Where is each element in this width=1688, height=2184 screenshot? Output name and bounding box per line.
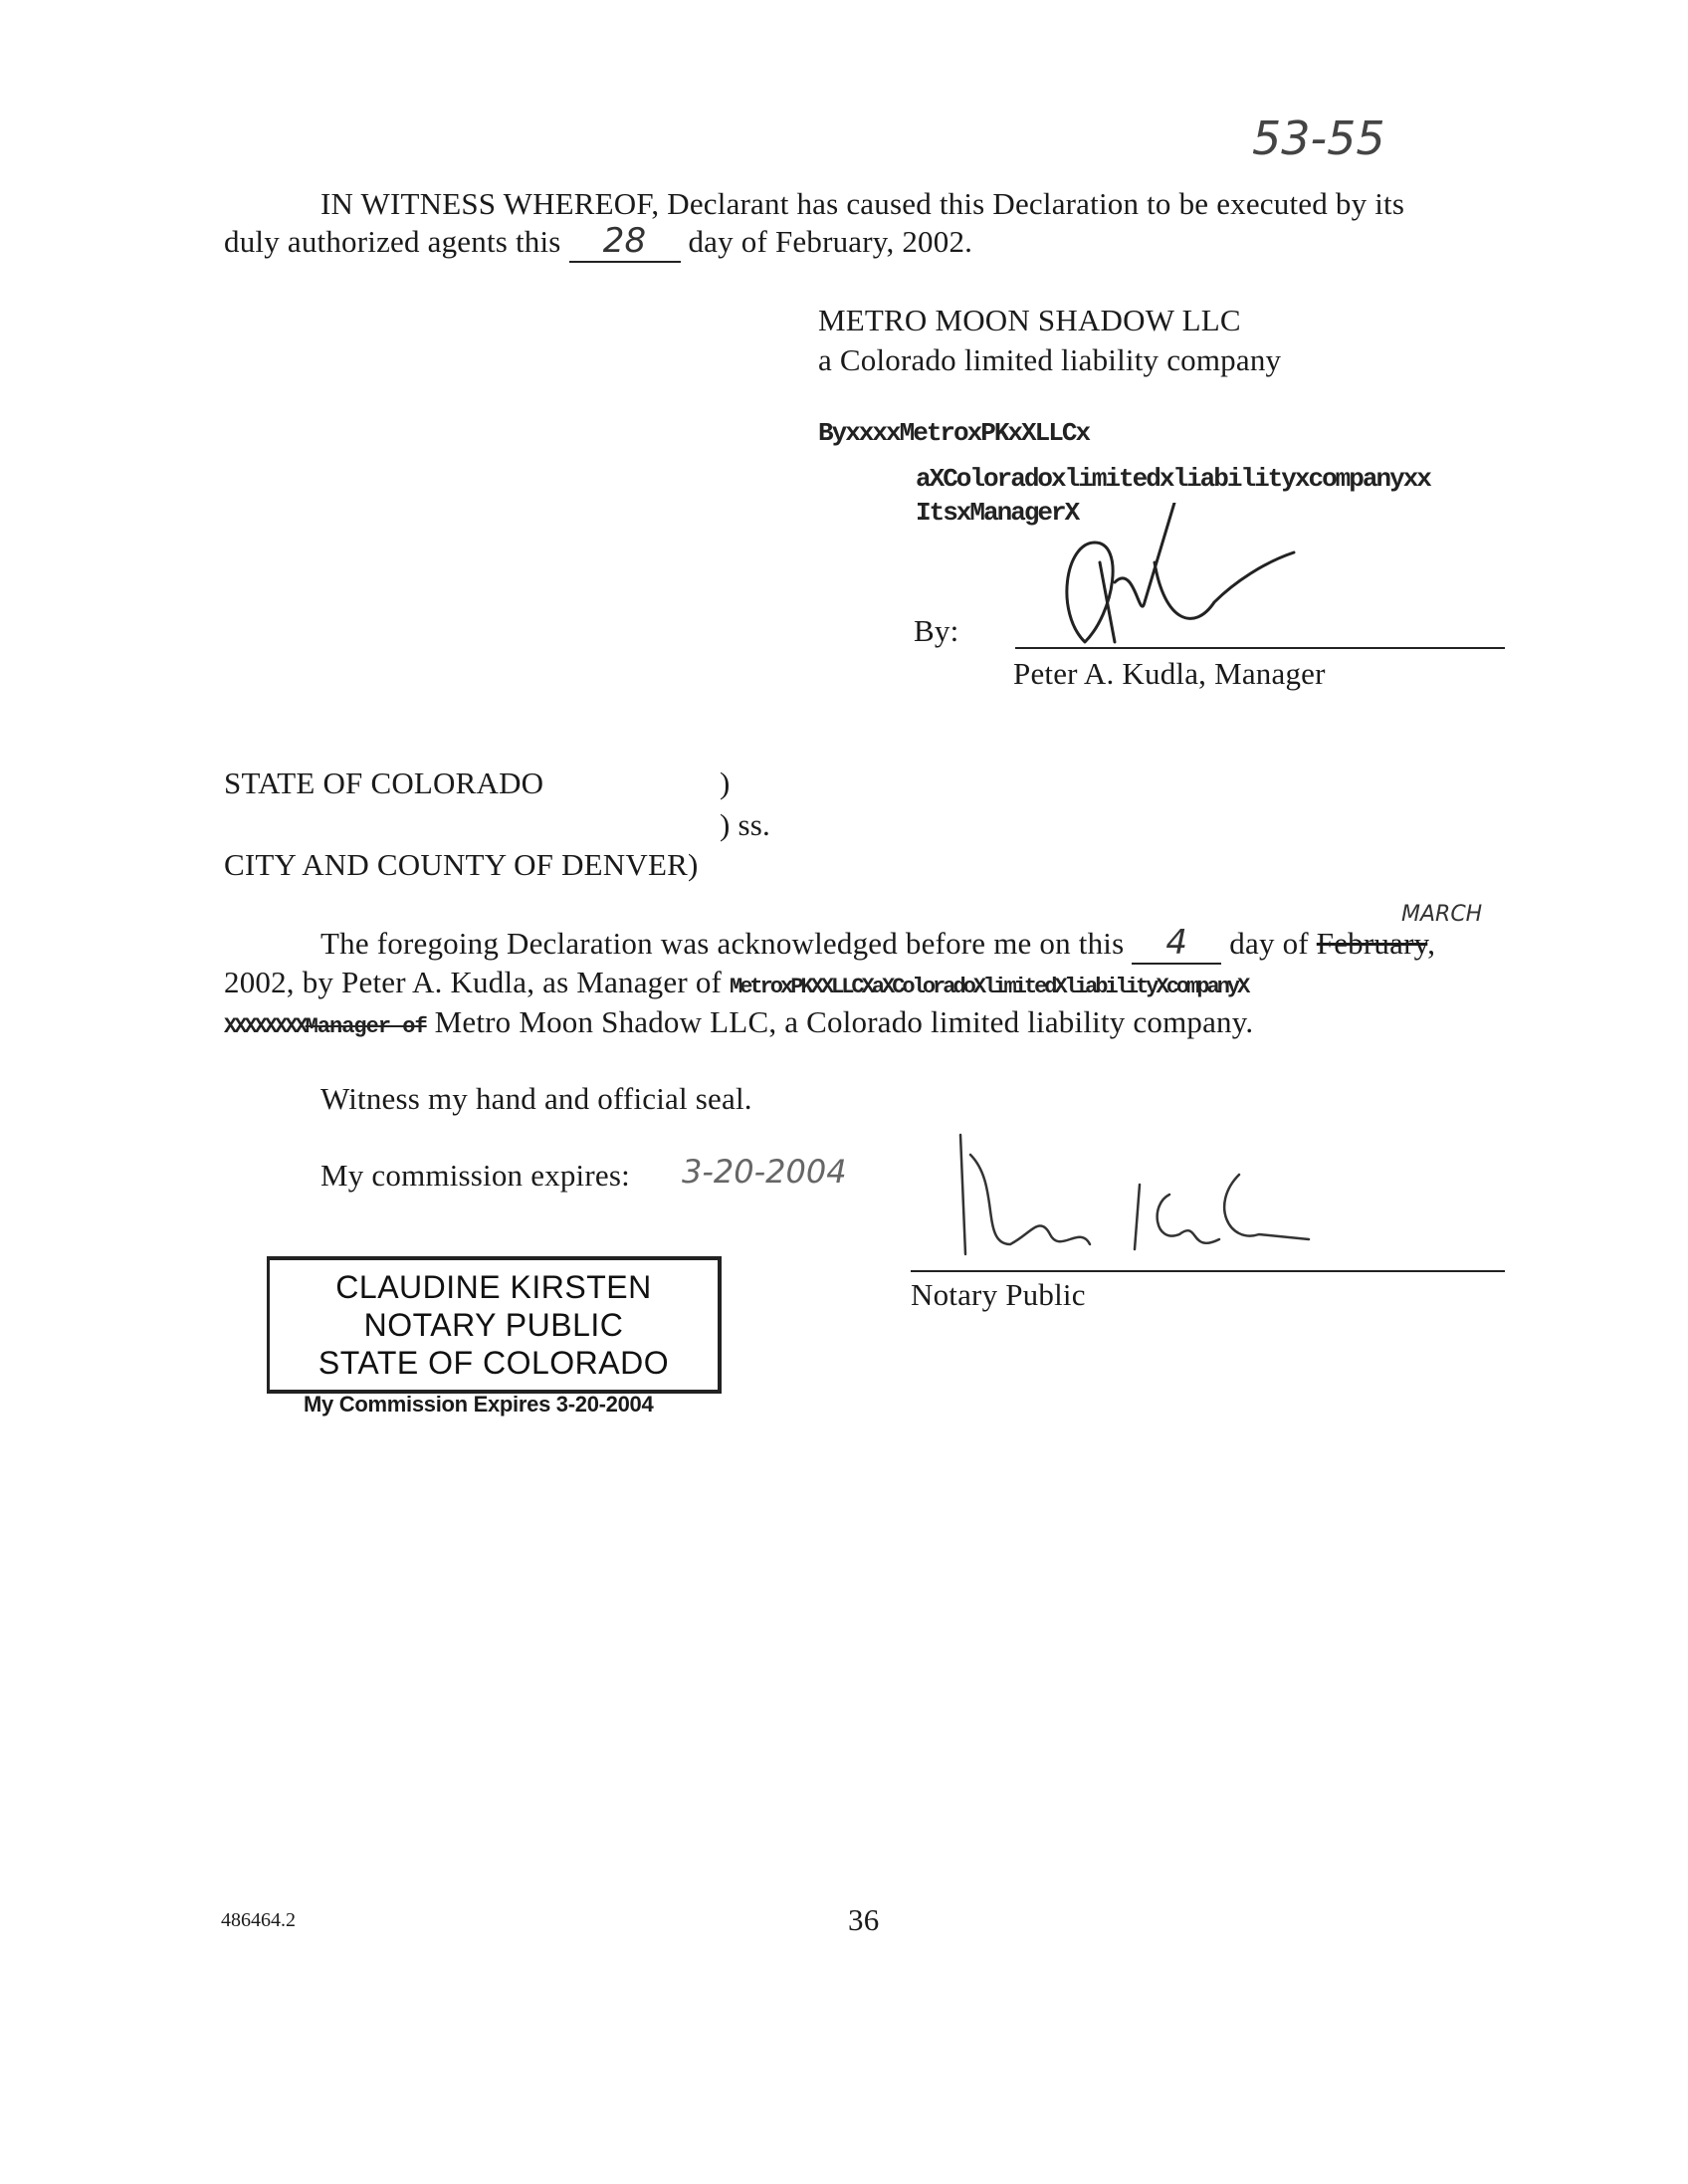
notary-signature-line — [911, 1270, 1505, 1272]
ack-line3-struck-suffix: Manager of — [305, 1014, 427, 1039]
ack-line2-before: 2002, by Peter A. Kudla, as Manager of — [224, 965, 723, 999]
notary-signature — [941, 1125, 1319, 1264]
notary-stamp — [267, 1256, 722, 1394]
witness-day-handwritten: 28 — [602, 221, 647, 261]
struck-line-3: ItsxManagerX — [916, 498, 1079, 528]
ack-line1-before: The foregoing Declaration was acknowledged before me on this — [320, 926, 1125, 961]
document-id: 486464.2 — [221, 1909, 296, 1931]
ack-line3 — [224, 1003, 1253, 1046]
ack-line3-struck: XXXXXXXX — [224, 1014, 306, 1039]
ack-line1: The foregoing Declaration was acknowledged before me on this 4 day of February, — [320, 923, 1436, 963]
ack-line1-mid: day of — [1229, 926, 1309, 961]
stamp-line-1: CLAUDINE KIRSTEN — [335, 1269, 652, 1305]
ack-line3-after: Metro Moon Shadow LLC, a Colorado limited liability company. — [434, 1004, 1254, 1039]
struck-line-2: aXColoradoxlimitedxliabilityxcompanyxx — [916, 464, 1430, 494]
by-label: By: — [914, 613, 959, 648]
venue-paren: ) — [720, 765, 731, 800]
manager-signature — [1045, 503, 1304, 662]
stamp-line-2: NOTARY PUBLIC — [363, 1307, 624, 1343]
manager-signature-line — [1015, 647, 1505, 649]
commission-handwritten: 3-20-2004 — [682, 1153, 847, 1191]
venue-county: CITY AND COUNTY OF DENVER) — [224, 847, 699, 882]
ack-month-handwritten: MARCH — [1401, 902, 1483, 927]
venue-state: STATE OF COLORADO — [224, 765, 544, 800]
notary-caption: Notary Public — [911, 1277, 1086, 1312]
stamp-expires: My Commission Expires 3-20-2004 — [304, 1392, 654, 1417]
witness-day-blank — [569, 222, 681, 263]
signer-caption: Peter A. Kudla, Manager — [1013, 656, 1326, 691]
struck-line-1: ByxxxxMetroxPKxXLLCx — [818, 418, 1090, 448]
witness-paragraph-line2 — [224, 222, 972, 263]
ack-line2-struck: MetroxPKXXLLCXaXColoradoXlimitedXliabilityXcompanyX — [730, 975, 1248, 999]
ack-month-struck: February — [1316, 926, 1428, 961]
ack-day-blank — [1132, 924, 1221, 965]
witness-line2-after: day of February, 2002. — [688, 224, 973, 259]
witness-seal-line: Witness my hand and official seal. — [320, 1081, 752, 1116]
company-name: METRO MOON SHADOW LLC — [818, 303, 1241, 337]
ack-day-handwritten: 4 — [1165, 923, 1188, 963]
stamp-line-3: STATE OF COLORADO — [317, 1345, 670, 1381]
company-description: a Colorado limited liability company — [818, 342, 1282, 377]
page-number: 36 — [848, 1902, 880, 1937]
commission-label: My commission expires: — [320, 1158, 630, 1193]
venue-ss: ) ss. — [720, 807, 770, 842]
page-mark: 53-55 — [1252, 111, 1385, 165]
ack-line2 — [224, 964, 1247, 1006]
witness-paragraph-line1: IN WITNESS WHEREOF, Declarant has caused this Declaration to be executed by its — [320, 186, 1405, 221]
witness-line2-before: duly authorized agents this — [224, 224, 561, 259]
